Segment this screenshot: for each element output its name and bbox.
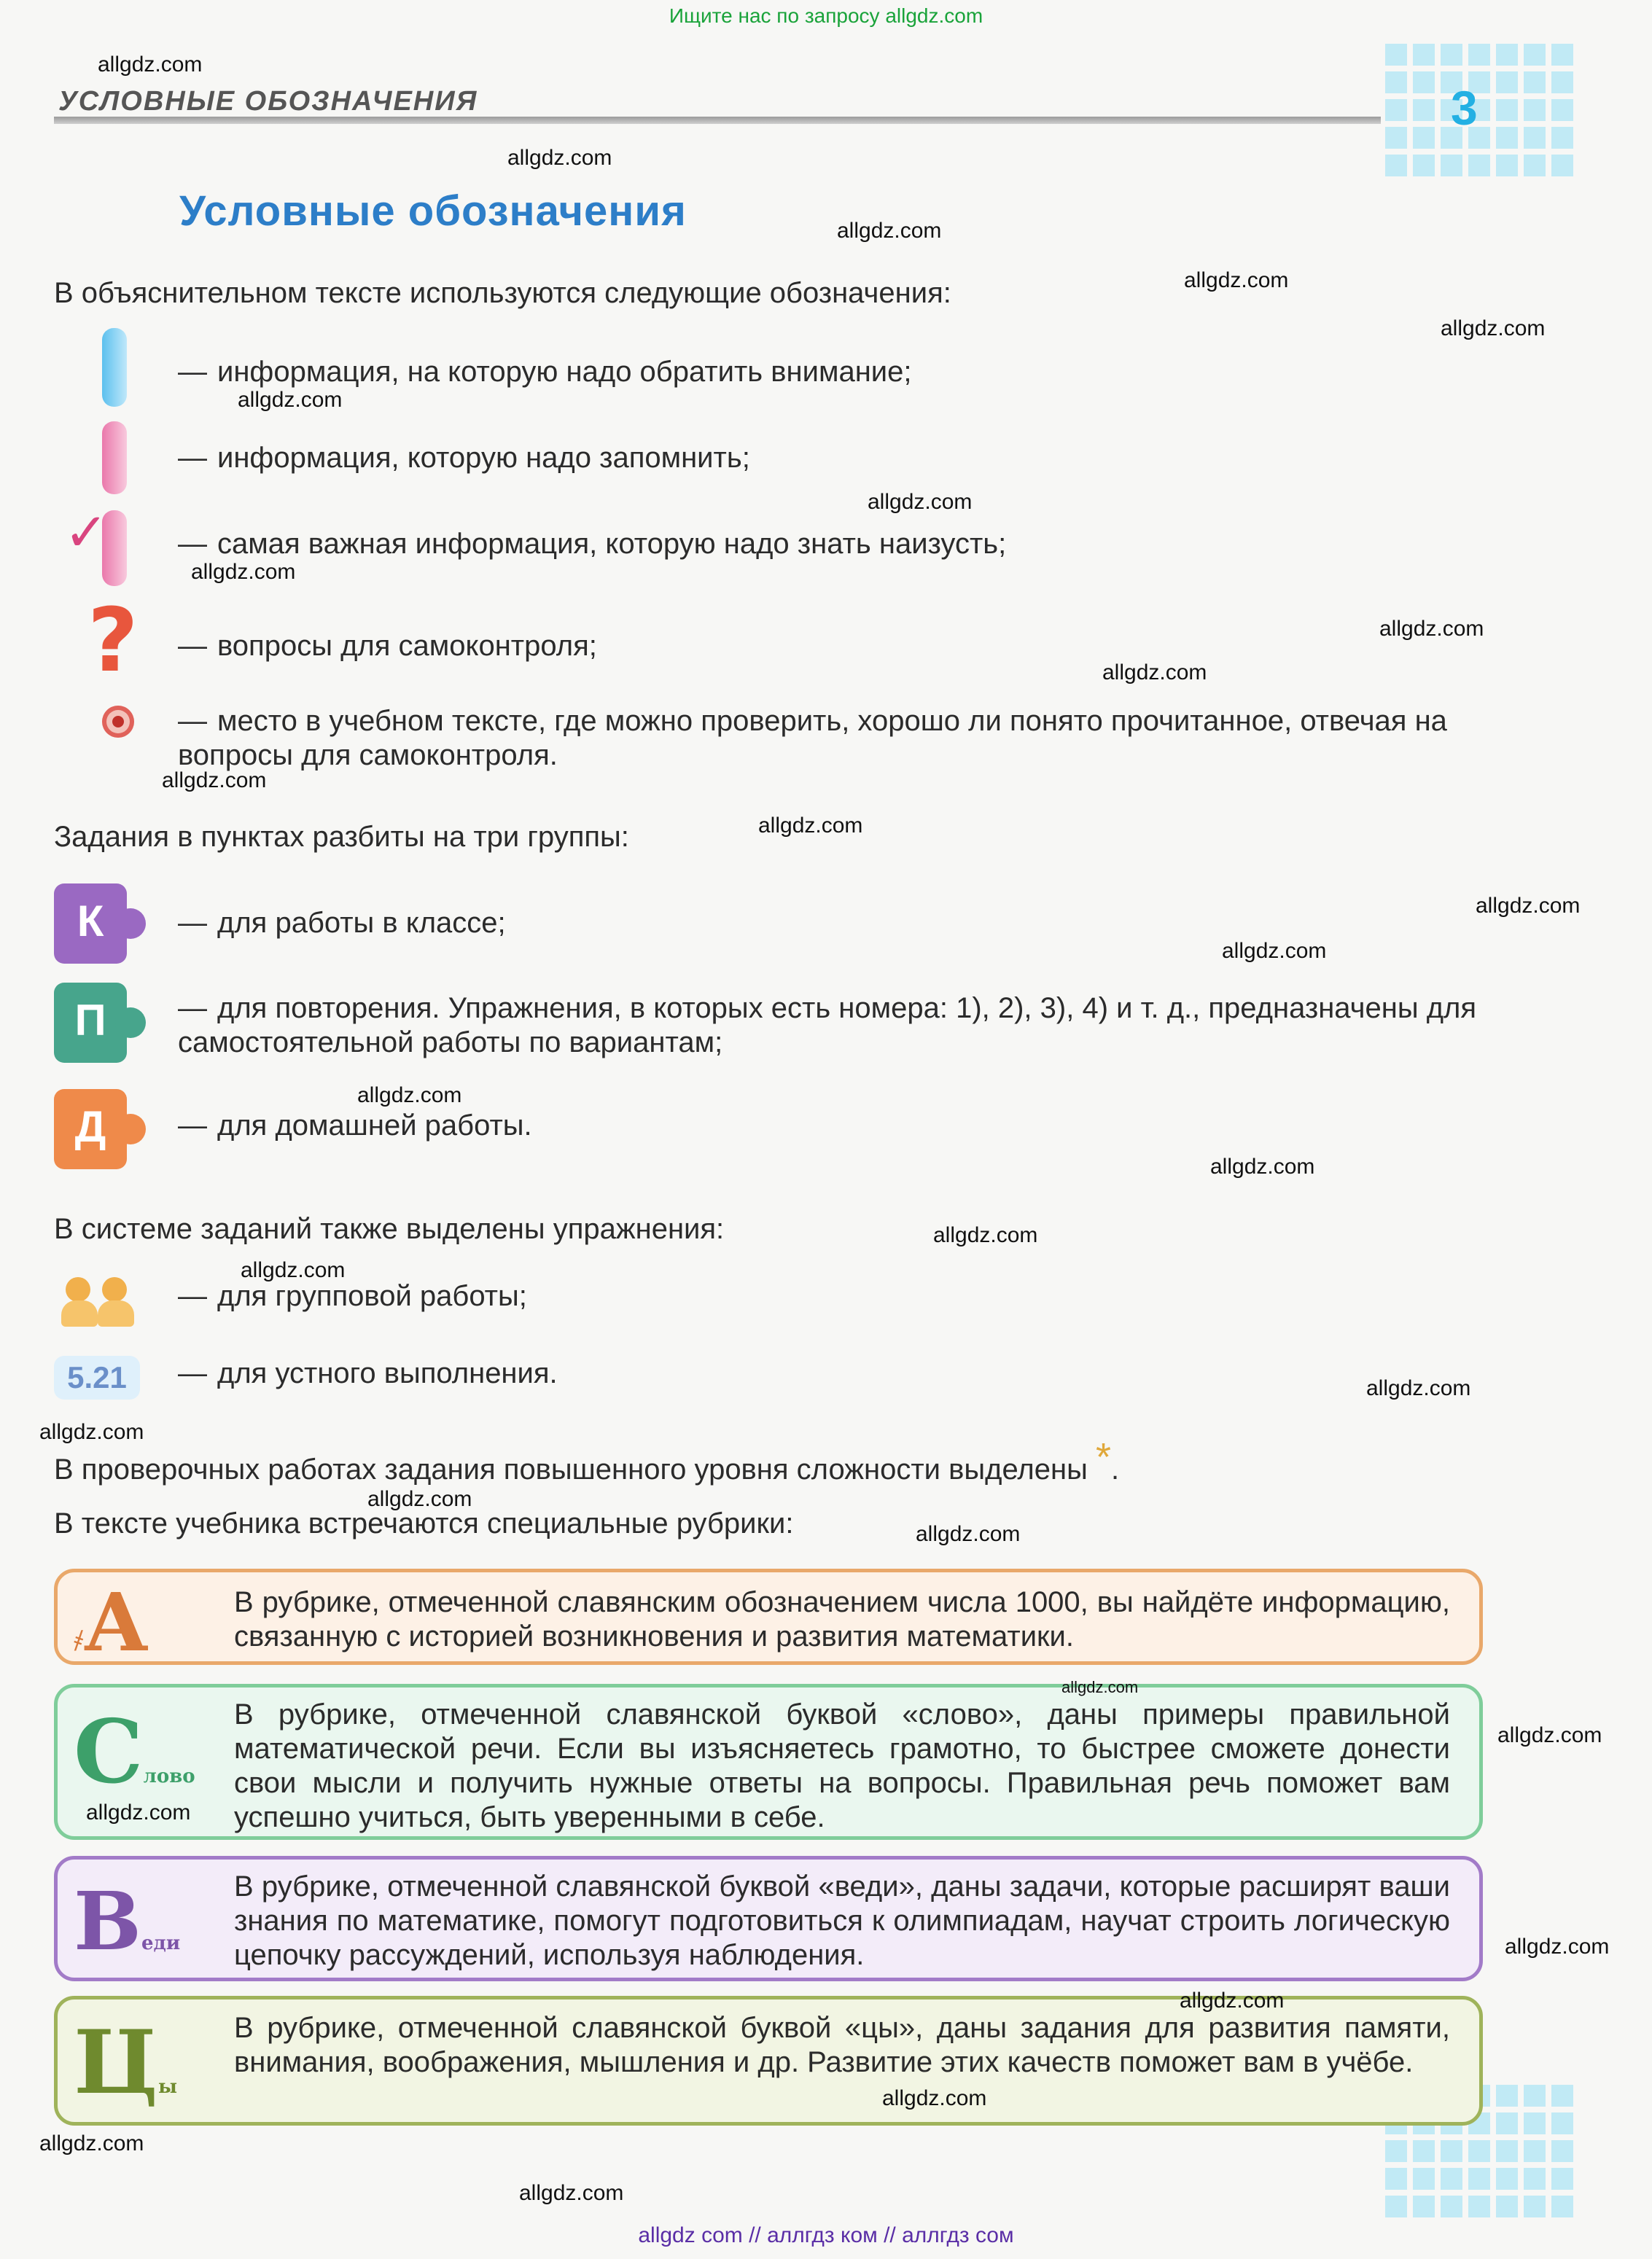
watermark: allgdz.com (241, 1258, 346, 1282)
target-icon (102, 706, 134, 738)
watermark: allgdz.com (1184, 268, 1289, 292)
group-text: для работы в классе; (217, 907, 506, 939)
watermark: allgdz.com (39, 2131, 144, 2155)
star-icon: * (1095, 1435, 1111, 1479)
symbol-line-4: — вопросы для самоконтроля; (178, 630, 597, 662)
watermark: allgdz.com (1102, 660, 1207, 684)
rubric-text: В рубрике, отмеченной славянской буквой «слово», даны примеры правильной математической речи. Если вы изъясняетесь грамотно, то быстрее сможете донести свои мысли и получить нужные ответы на вопросы. Правильная речь поможет вам успешно учиться, быть уверенными в себе. (234, 1698, 1450, 1833)
watermark: allgdz.com (1441, 316, 1546, 340)
exercise-text: для устного выполнения. (217, 1357, 558, 1389)
watermark: allgdz.com (882, 2086, 987, 2110)
watermark: allgdz.com (86, 1800, 191, 1825)
watermark: allgdz.com (1497, 1723, 1602, 1747)
slavonic-vedi-glyph: Веди (74, 1874, 181, 1968)
symbol-line-3: — самая важная информация, которую надо знать наизусть; (178, 528, 1007, 560)
watermark: allgdz.com (837, 219, 942, 243)
question-mark-icon: ? (87, 590, 139, 692)
watermark: allgdz.com (1061, 1678, 1139, 1696)
intro-text: В объяснительном тексте используются следующие обозначения: (54, 277, 951, 309)
group-line-p: — для повторения. Упражнения, в которых есть номера: 1), 2), 3), 4) и т. д., предназначены для самостоятельной работы по вариантам; (178, 992, 1477, 1058)
slavonic-tsy-glyph: Цы (74, 2011, 178, 2114)
slavonic-thousand-glyph: ҂А (74, 1575, 149, 1669)
group-text: для домашней работы. (217, 1109, 532, 1142)
watermark: allgdz.com (1366, 1376, 1471, 1400)
exercises-intro: В системе заданий также выделены упражнения: (54, 1213, 725, 1245)
exercise-line-group: — для групповой работы; (178, 1280, 527, 1312)
header-rule (54, 117, 1381, 124)
rubric-text: В рубрике, отмеченной славянской буквой «цы», даны задания для развития памяти, внимания, воображения, мышления и др. Развитие этих качеств поможет вам в учёбе. (234, 2012, 1450, 2078)
symbol-text: информация, на которую надо обратить внимание; (217, 356, 912, 388)
corner-grid-top (1385, 44, 1573, 176)
exercise-line-oral: — для устного выполнения. (178, 1357, 558, 1389)
watermark: allgdz.com (1180, 1989, 1285, 2013)
watermark: allgdz.com (868, 490, 973, 514)
checkmark-icon: ✓ (64, 502, 109, 563)
watermark: allgdz.com (916, 1522, 1021, 1546)
symbol-text: вопросы для самоконтроля; (217, 630, 597, 662)
group-text: для повторения. Упражнения, в которых есть номера: 1), 2), 3), 4) и т. д., предназначены для самостоятельной работы по вариантам; (178, 992, 1477, 1058)
rubric-text: В рубрике, отмеченной славянской буквой «веди», даны задачи, которые расширят ваши знания по математике, помогут подготовиться к олимпиадам, научат строить логическую цепочку рассуждений, используя наблюдения. (234, 1870, 1450, 1971)
watermark: allgdz.com (1476, 894, 1581, 918)
watermark: allgdz.com (1222, 939, 1327, 963)
exercise-text: для групповой работы; (217, 1280, 527, 1312)
rubric-text: В рубрике, отмеченной славянским обозначением числа 1000, вы найдёте информацию, связанную с историей возникновения и развития математики. (234, 1586, 1450, 1653)
watermark: allgdz.com (519, 2181, 624, 2205)
pink-bar-icon (102, 421, 127, 494)
watermark: allgdz.com (191, 560, 296, 584)
group-line-k: — для работы в классе; (178, 907, 506, 939)
group-line-d: — для домашней работы. (178, 1109, 532, 1142)
watermark: allgdz.com (933, 1223, 1038, 1247)
page-number: 3 (1451, 81, 1478, 135)
rubric-slovo (54, 1684, 1483, 1840)
symbol-line-5: — место в учебном тексте, где можно проверить, хорошо ли понято прочитанное, отвечая на вопросы для самоконтроля. (178, 705, 1447, 771)
rubrics-intro: В тексте учебника встречаются специальные рубрики: (54, 1507, 794, 1540)
page-title: Условные обозначения (179, 187, 687, 235)
bottom-banner: allgdz com // аллгдз ком // аллгдз сом (638, 2223, 1014, 2247)
watermark: allgdz.com (162, 768, 267, 792)
watermark: allgdz.com (98, 52, 203, 77)
puzzle-d-icon: Д (54, 1089, 127, 1169)
rubric-vedi (54, 1856, 1483, 1981)
star-text: В проверочных работах задания повышенного уровня сложности выделены (54, 1454, 1088, 1486)
symbol-line-1: — информация, на которую надо обратить внимание; (178, 356, 912, 388)
watermark: allgdz.com (238, 388, 343, 412)
watermark: allgdz.com (367, 1487, 472, 1511)
star-end: . (1110, 1454, 1120, 1486)
watermark: allgdz.com (1210, 1155, 1315, 1179)
watermark: allgdz.com (1379, 617, 1484, 641)
symbol-text: самая важная информация, которую надо знать наизусть; (217, 528, 1007, 560)
rubric-tsy (54, 1996, 1483, 2126)
star-line (54, 1435, 1120, 1489)
group-people-icon (61, 1274, 141, 1328)
symbol-text: информация, которую надо запомнить; (217, 442, 750, 474)
blue-bar-icon (102, 328, 127, 407)
rubric-thousand (54, 1569, 1483, 1669)
puzzle-k-icon: К (54, 883, 127, 964)
section-header: УСЛОВНЫЕ ОБОЗНАЧЕНИЯ (58, 86, 478, 117)
watermark: allgdz.com (758, 814, 863, 838)
watermark: allgdz.com (39, 1420, 144, 1444)
symbol-text: место в учебном тексте, где можно проверить, хорошо ли понято прочитанное, отвечая на вопросы для самоконтроля. (178, 705, 1447, 771)
groups-intro: Задания в пунктах разбиты на три группы: (54, 821, 629, 853)
watermark: allgdz.com (357, 1083, 462, 1107)
oral-exercise-badge: 5.21 (54, 1356, 140, 1400)
watermark: allgdz.com (1505, 1935, 1610, 1959)
watermark: allgdz.com (507, 146, 612, 170)
symbol-line-2: — информация, которую надо запомнить; (178, 442, 750, 474)
top-banner: Ищите нас по запросу allgdz.com (669, 4, 983, 27)
slavonic-slovo-glyph: Слово (74, 1701, 195, 1803)
puzzle-p-icon: П (54, 983, 127, 1063)
